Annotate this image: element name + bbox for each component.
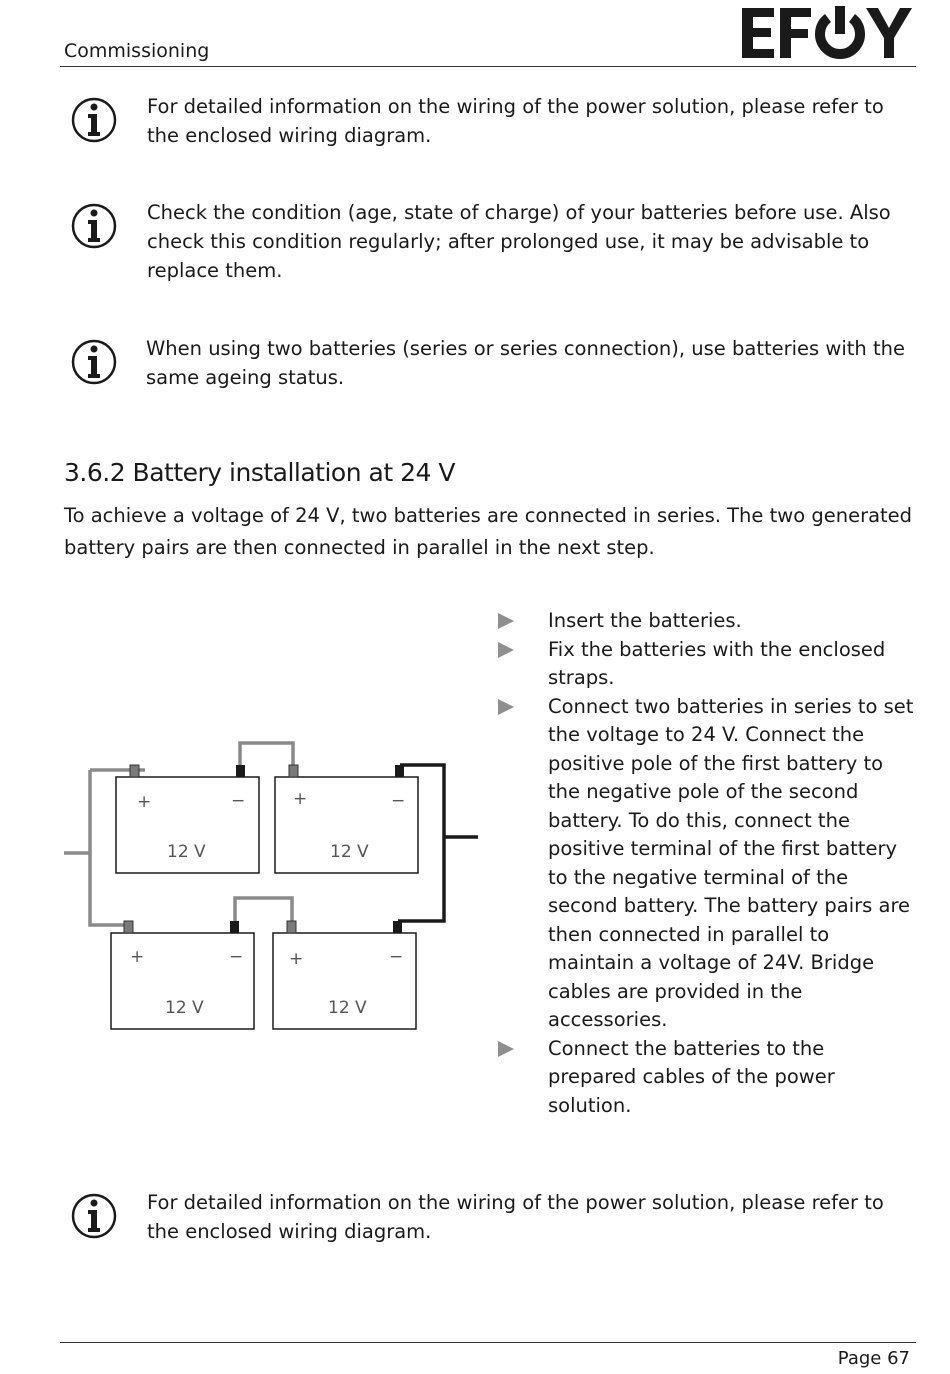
info-icon — [70, 338, 118, 386]
triangle-bullet-icon — [498, 613, 514, 629]
note-text: When using two batteries (series or series connection), use batteries with the same ageing status. — [146, 337, 905, 389]
step-item — [498, 693, 918, 1035]
step-item — [498, 607, 918, 636]
header-rule — [60, 66, 916, 67]
triangle-bullet-icon — [498, 1041, 514, 1057]
step-text: Insert the batteries. — [548, 609, 742, 632]
triangle-bullet-icon — [498, 699, 514, 715]
battery-bottom-right — [273, 921, 416, 1029]
info-icon — [70, 96, 118, 144]
triangle-bullet-icon — [498, 642, 514, 658]
info-icon — [70, 202, 118, 250]
battery-voltage-label: 12 V — [165, 998, 204, 1018]
footer-rule — [60, 1342, 916, 1343]
running-header: Commissioning — [64, 40, 210, 62]
note-text: Check the condition (age, state of charge) of your batteries before use. Also check this condition regularly; after prolonged use, it may be advisable to replace them. — [147, 201, 891, 282]
battery-wiring-diagram — [60, 735, 480, 1035]
section-intro: To achieve a voltage of 24 V, two batteries are connected in series. The two generated battery pairs are then connected in parallel in the next step. — [64, 504, 913, 559]
battery-voltage-label: 12 V — [328, 998, 367, 1018]
plus-sign: + — [137, 792, 152, 812]
battery-voltage-label: 12 V — [330, 842, 369, 862]
step-text: Connect two batteries in series to set the voltage to 24 V. Connect the positive pole of the first battery to the negative pole of the second battery. To do this, connect the positive terminal of the first battery to the negative terminal of the second battery. The battery pairs are then connected in parallel to maintain a voltage of 24V. Bridge cables are provided in the accessories. — [548, 694, 914, 1031]
step-text: Fix the batteries with the enclosed straps. — [548, 637, 886, 689]
instruction-steps — [498, 607, 918, 1120]
step-item — [498, 636, 918, 693]
minus-sign: − — [231, 791, 246, 811]
section-heading: 3.6.2 Battery installation at 24 V — [64, 458, 455, 487]
note-text: For detailed information on the wiring of the power solution, please refer to the enclosed wiring diagram. — [147, 95, 884, 147]
bottom-series-bridge — [235, 898, 292, 921]
plus-sign: + — [289, 949, 304, 969]
step-text: Connect the batteries to the prepared cables of the power solution. — [548, 1036, 835, 1117]
plus-sign: + — [130, 947, 145, 967]
minus-sign: − — [389, 947, 404, 967]
top-series-bridge — [240, 743, 293, 765]
minus-sign: − — [391, 791, 406, 811]
battery-top-right — [275, 765, 418, 873]
plus-sign: + — [293, 789, 308, 809]
battery-top-left — [116, 765, 259, 873]
note-text: For detailed information on the wiring of the power solution, please refer to the enclosed wiring diagram. — [147, 1191, 884, 1243]
efoy-logo — [740, 4, 912, 64]
step-item — [498, 1035, 918, 1121]
battery-voltage-label: 12 V — [167, 842, 206, 862]
minus-sign: − — [229, 947, 244, 967]
info-icon — [70, 1192, 118, 1240]
page-number: Page 67 — [837, 1348, 910, 1369]
battery-bottom-left — [111, 921, 254, 1029]
